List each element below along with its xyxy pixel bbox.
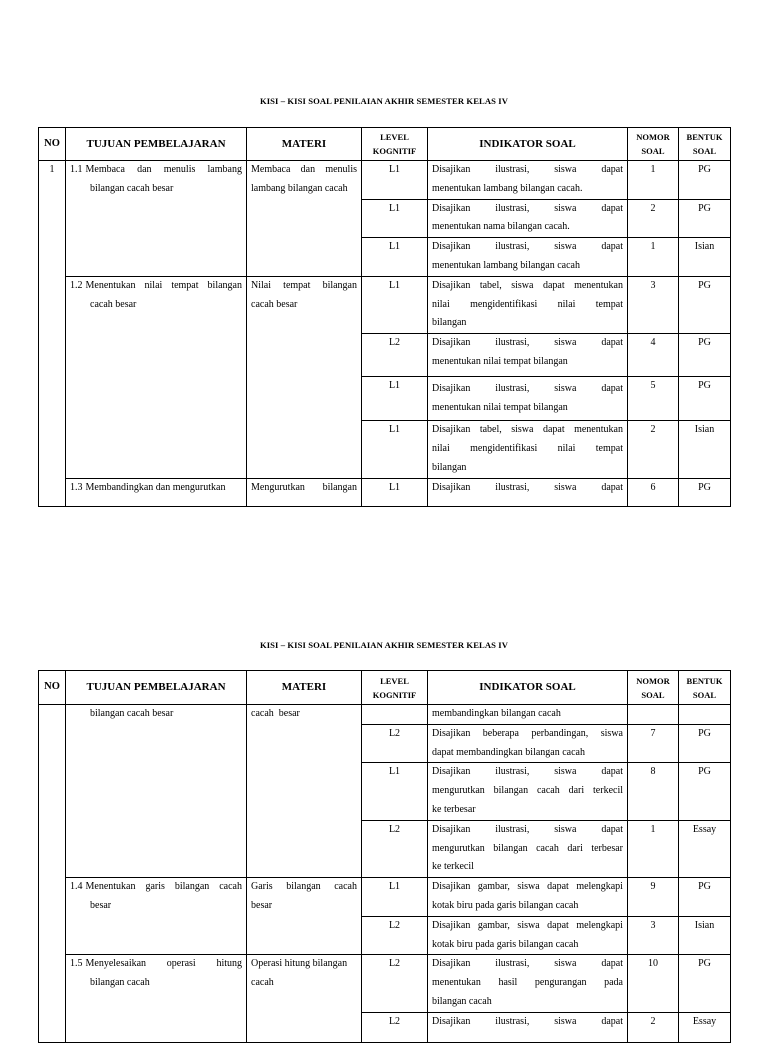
indikator-cell: Disajikan ilustrasi, siswa dapat menentukan nilai tempat bilangan — [428, 377, 628, 421]
materi-cell: cacah besar — [247, 705, 362, 878]
row-number: 1 — [39, 161, 66, 507]
level-cell: L1 — [362, 421, 428, 478]
header-level: LEVEL KOGNITIF — [362, 671, 428, 705]
nomor-cell: 8 — [628, 763, 679, 820]
bentuk-cell: PG — [679, 878, 731, 917]
indikator-cell: Disajikan beberapa perbandingan, siswa dapat membandingkan bilangan cacah — [428, 724, 628, 763]
bentuk-cell: Essay — [679, 820, 731, 877]
indikator-cell: Disajikan gambar, siswa dapat melengkapi kotak biru pada garis bilangan cacah — [428, 916, 628, 955]
nomor-cell: 10 — [628, 955, 679, 1012]
header-tujuan: TUJUAN PEMBELAJARAN — [66, 128, 247, 161]
bentuk-cell: PG — [679, 276, 731, 333]
header-nomor: NOMOR SOAL — [628, 671, 679, 705]
indikator-cell: Disajikan ilustrasi, siswa dapat menentukan hasil pengurangan pada bilangan cacah — [428, 955, 628, 1012]
level-cell: L2 — [362, 820, 428, 877]
bentuk-cell: PG — [679, 724, 731, 763]
tujuan-cell: bilangan cacah besar — [66, 705, 247, 878]
indikator-cell: Disajikan tabel, siswa dapat menentukan nilai mengidentifikasi nilai tempat bilangan — [428, 421, 628, 478]
level-cell — [362, 705, 428, 725]
page-title: KISI – KISI SOAL PENILAIAN AKHIR SEMESTER KELAS IV — [259, 640, 509, 650]
header-materi: MATERI — [247, 671, 362, 705]
nomor-cell: 6 — [628, 478, 679, 506]
nomor-cell: 1 — [628, 238, 679, 277]
level-cell: L1 — [362, 276, 428, 333]
header-tujuan: TUJUAN PEMBELAJARAN — [66, 671, 247, 705]
level-cell: L1 — [362, 377, 428, 421]
level-cell: L2 — [362, 724, 428, 763]
nomor-cell — [628, 705, 679, 725]
level-cell: L1 — [362, 161, 428, 200]
level-cell: L2 — [362, 1012, 428, 1042]
table-header-row — [39, 128, 731, 161]
indikator-cell: membandingkan bilangan cacah — [428, 705, 628, 725]
header-no: NO — [39, 671, 66, 705]
nomor-cell: 1 — [628, 820, 679, 877]
bentuk-cell: PG — [679, 377, 731, 421]
header-no: NO — [39, 128, 66, 161]
tujuan-cell: 1.1 Membaca dan menulis lambang bilangan cacah besar — [66, 161, 247, 277]
indikator-cell: Disajikan tabel, siswa dapat menentukan nilai mengidentifikasi nilai tempat bilangan — [428, 276, 628, 333]
materi-cell: Operasi hitung bilangan cacah — [247, 955, 362, 1042]
materi-cell: Nilai tempat bilangan cacah besar — [247, 276, 362, 478]
indikator-cell: Disajikan ilustrasi, siswa dapat menentukan nama bilangan cacah. — [428, 199, 628, 238]
row-number — [39, 705, 66, 1043]
header-indikator: INDIKATOR SOAL — [428, 128, 628, 161]
nomor-cell: 3 — [628, 916, 679, 955]
nomor-cell: 9 — [628, 878, 679, 917]
indikator-cell: Disajikan ilustrasi, siswa dapat — [428, 1012, 628, 1042]
level-cell: L1 — [362, 478, 428, 506]
bentuk-cell: Isian — [679, 916, 731, 955]
bentuk-cell: PG — [679, 334, 731, 377]
indikator-cell: Disajikan ilustrasi, siswa dapat menentukan lambang bilangan cacah. — [428, 161, 628, 200]
table-row — [39, 705, 731, 725]
table-header-row — [39, 671, 731, 705]
nomor-cell: 2 — [628, 421, 679, 478]
header-level: LEVEL KOGNITIF — [362, 128, 428, 161]
bentuk-cell — [679, 705, 731, 725]
level-cell: L1 — [362, 878, 428, 917]
header-nomor: NOMOR SOAL — [628, 128, 679, 161]
nomor-cell: 2 — [628, 199, 679, 238]
table-row — [39, 478, 731, 506]
nomor-cell: 5 — [628, 377, 679, 421]
bentuk-cell: PG — [679, 161, 731, 200]
indikator-cell: Disajikan ilustrasi, siswa dapat — [428, 478, 628, 506]
bentuk-cell: PG — [679, 478, 731, 506]
page-title: KISI – KISI SOAL PENILAIAN AKHIR SEMESTER KELAS IV — [259, 96, 509, 106]
table-row — [39, 955, 731, 1012]
materi-cell: Mengurutkan bilangan — [247, 478, 362, 506]
bentuk-cell: Isian — [679, 238, 731, 277]
level-cell: L1 — [362, 199, 428, 238]
tujuan-cell: 1.5 Menyelesaikan operasi hitung bilangan cacah — [66, 955, 247, 1042]
table-row — [39, 878, 731, 917]
level-cell: L1 — [362, 763, 428, 820]
indikator-cell: Disajikan ilustrasi, siswa dapat menentukan lambang bilangan cacah — [428, 238, 628, 277]
header-materi: MATERI — [247, 128, 362, 161]
bentuk-cell: PG — [679, 199, 731, 238]
table-row — [39, 276, 731, 333]
indikator-cell: Disajikan ilustrasi, siswa dapat mengurutkan bilangan cacah dari terkecil ke terbesar — [428, 763, 628, 820]
tujuan-cell: 1.3 Membandingkan dan mengurutkan — [66, 478, 247, 506]
table-row — [39, 161, 731, 200]
bentuk-cell: PG — [679, 763, 731, 820]
materi-cell: Membaca dan menulis lambang bilangan cacah — [247, 161, 362, 277]
level-cell: L2 — [362, 334, 428, 377]
kisi-table-1 — [38, 127, 731, 507]
nomor-cell: 1 — [628, 161, 679, 200]
tujuan-cell: 1.2 Menentukan nilai tempat bilangan cacah besar — [66, 276, 247, 478]
nomor-cell: 7 — [628, 724, 679, 763]
nomor-cell: 4 — [628, 334, 679, 377]
header-bentuk: BENTUK SOAL — [679, 671, 731, 705]
bentuk-cell: Essay — [679, 1012, 731, 1042]
header-indikator: INDIKATOR SOAL — [428, 671, 628, 705]
nomor-cell: 2 — [628, 1012, 679, 1042]
nomor-cell: 3 — [628, 276, 679, 333]
bentuk-cell: Isian — [679, 421, 731, 478]
level-cell: L1 — [362, 238, 428, 277]
bentuk-cell: PG — [679, 955, 731, 1012]
indikator-cell: Disajikan ilustrasi, siswa dapat menentukan nilai tempat bilangan — [428, 334, 628, 377]
kisi-table-2 — [38, 670, 731, 1043]
header-bentuk: BENTUK SOAL — [679, 128, 731, 161]
level-cell: L2 — [362, 955, 428, 1012]
materi-cell: Garis bilangan cacah besar — [247, 878, 362, 955]
tujuan-cell: 1.4 Menentukan garis bilangan cacah besar — [66, 878, 247, 955]
indikator-cell: Disajikan ilustrasi, siswa dapat mengurutkan bilangan cacah dari terbesar ke terkecil — [428, 820, 628, 877]
level-cell: L2 — [362, 916, 428, 955]
indikator-cell: Disajikan gambar, siswa dapat melengkapi kotak biru pada garis bilangan cacah — [428, 878, 628, 917]
